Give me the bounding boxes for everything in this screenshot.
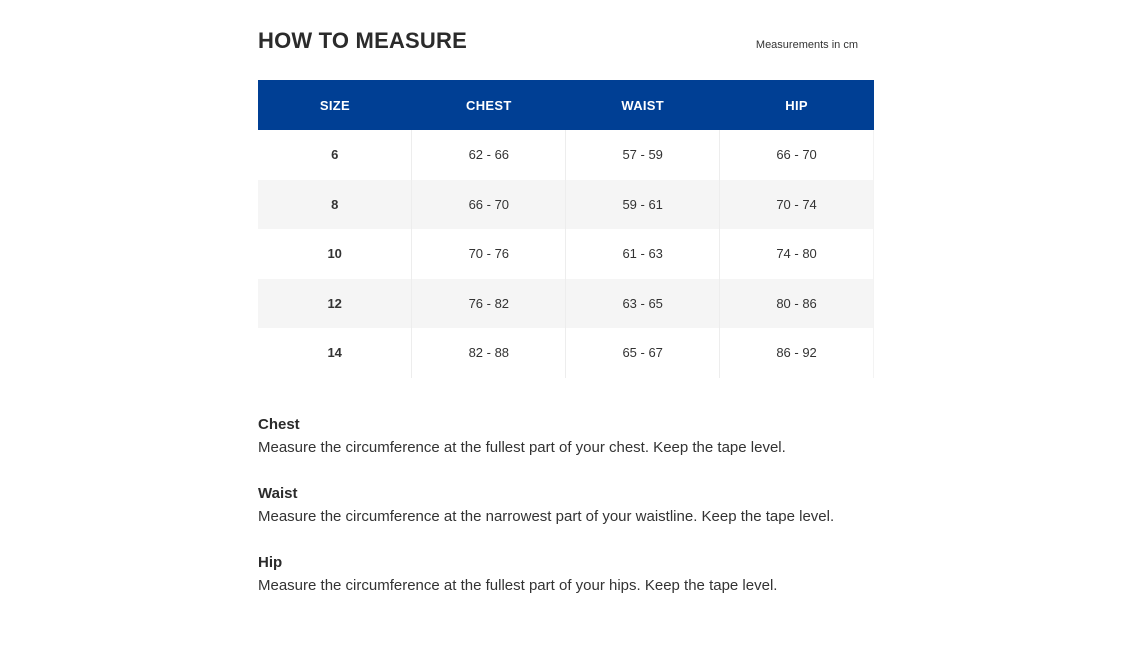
instruction-title: Waist	[258, 484, 298, 502]
waist-cell: 61 - 63	[566, 229, 720, 279]
size-cell: 14	[258, 328, 412, 378]
waist-cell: 57 - 59	[566, 130, 720, 180]
waist-cell: 63 - 65	[566, 279, 720, 329]
hip-cell: 70 - 74	[720, 180, 874, 230]
instruction-title: Hip	[258, 553, 283, 571]
table-row	[258, 328, 874, 378]
size-cell: 6	[258, 130, 412, 180]
column-header-waist: WAIST	[621, 97, 665, 113]
table-row	[258, 130, 874, 180]
size-guide	[258, 26, 874, 621]
chest-cell: 62 - 66	[412, 130, 566, 180]
table-row	[258, 229, 874, 279]
chest-cell: 66 - 70	[412, 180, 566, 230]
size-cell: 12	[258, 279, 412, 329]
table-body	[258, 130, 874, 378]
size-chart-table	[258, 80, 874, 378]
units-note: Measurements in cm	[755, 39, 858, 51]
column-header-chest: CHEST	[466, 97, 512, 113]
chest-cell: 76 - 82	[412, 279, 566, 329]
column-header-size: SIZE	[319, 97, 350, 113]
chest-cell: 82 - 88	[412, 328, 566, 378]
hip-cell: 74 - 80	[720, 229, 874, 279]
chest-instruction	[258, 414, 874, 460]
table-header-row	[258, 80, 874, 130]
hip-cell: 66 - 70	[720, 130, 874, 180]
size-guide-header	[258, 26, 874, 80]
size-cell: 10	[258, 229, 412, 279]
waist-cell: 59 - 61	[566, 180, 720, 230]
instruction-text: Measure the circumference at the fullest part of your hips. Keep the tape level.	[258, 576, 778, 594]
table-header	[258, 80, 874, 130]
size-cell: 8	[258, 180, 412, 230]
page-title: HOW TO MEASURE	[258, 28, 467, 53]
table-row	[258, 279, 874, 329]
hip-instruction	[258, 552, 874, 598]
waist-instruction	[258, 483, 874, 529]
hip-cell: 80 - 86	[720, 279, 874, 329]
chest-cell: 70 - 76	[412, 229, 566, 279]
instruction-text: Measure the circumference at the fullest part of your chest. Keep the tape level.	[258, 438, 786, 456]
instruction-title: Chest	[258, 415, 300, 433]
column-header-hip: HIP	[785, 97, 808, 113]
table-row	[258, 180, 874, 230]
hip-cell: 86 - 92	[720, 328, 874, 378]
waist-cell: 65 - 67	[566, 328, 720, 378]
instruction-text: Measure the circumference at the narrowest part of your waistline. Keep the tape level.	[258, 507, 835, 525]
measuring-instructions	[258, 414, 874, 598]
